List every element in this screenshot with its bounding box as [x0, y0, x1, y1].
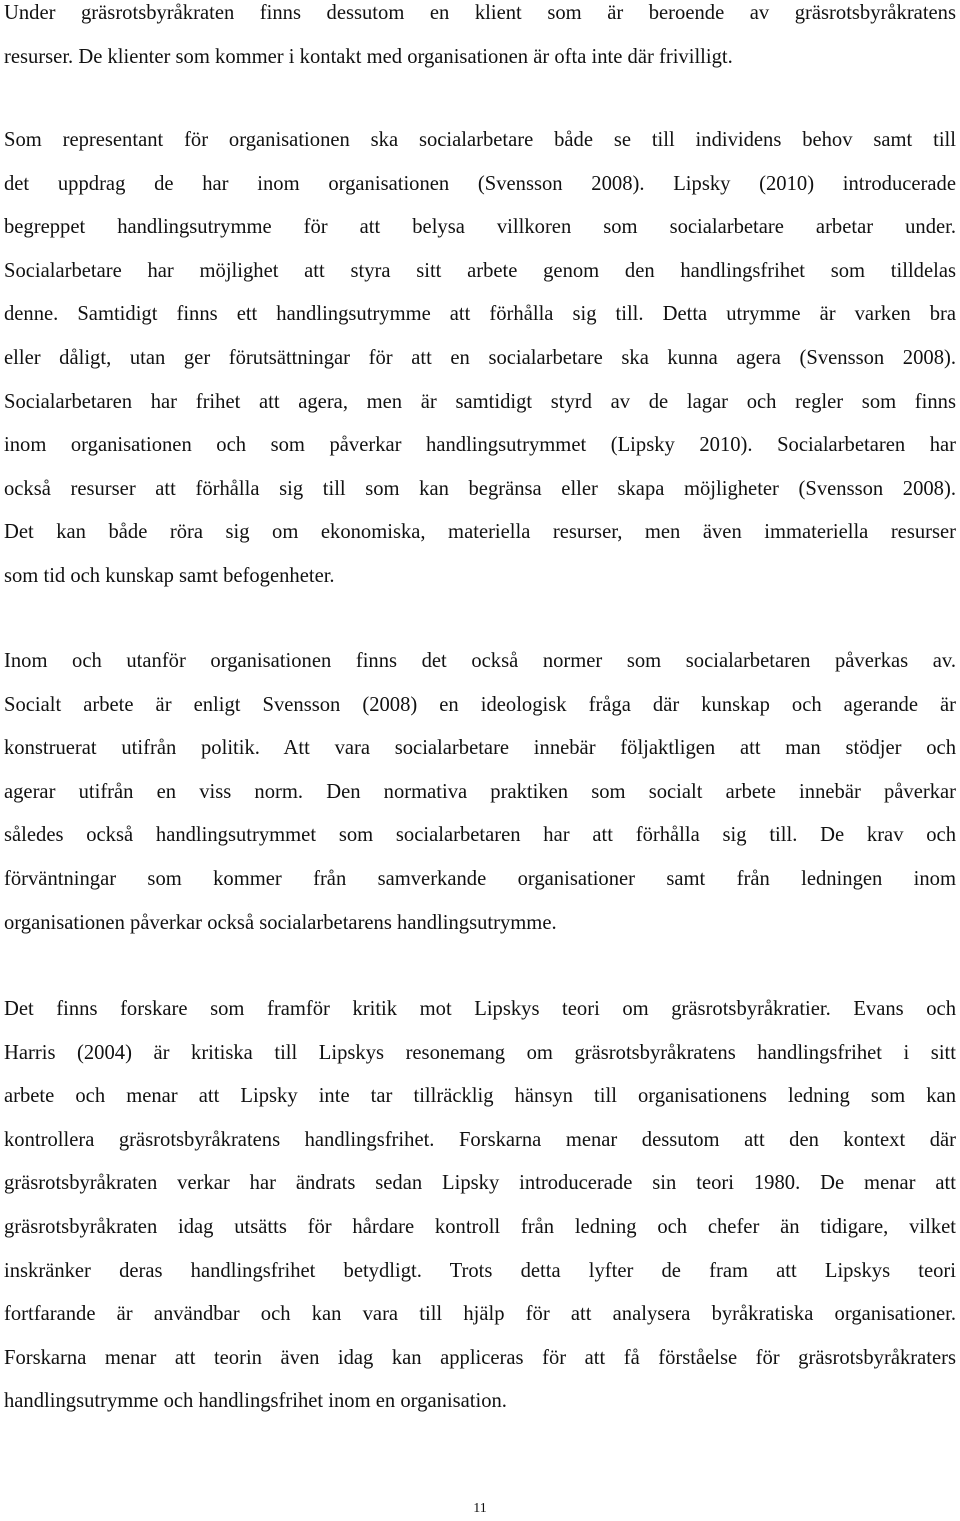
text-line: gräsrotsbyråkraten idag utsätts för hårdare kontroll från ledning och chefer än tidigare, vilket	[4, 1215, 956, 1238]
paragraph-2	[4, 119, 956, 599]
text-line: Det kan både röra sig om ekonomiska, materiella resurser, men även immateriella resurser	[4, 521, 956, 544]
text-line: gräsrotsbyråkraten verkar har ändrats sedan Lipsky introducerade sin teori 1980. De menar att	[4, 1172, 956, 1195]
text-line: Forskarna menar att teorin även idag kan appliceras för att få förståelse för gräsrotsbyråkraters	[4, 1346, 956, 1369]
text-line: också resurser att förhålla sig till som kan begränsa eller skapa möjligheter (Svensson 2008).	[4, 477, 956, 500]
text-line: handlingsutrymme och handlingsfrihet inom en organisation.	[4, 1390, 507, 1413]
text-line: resurser. De klienter som kommer i kontakt med organisationen är ofta inte där frivilligt.	[4, 45, 733, 68]
text-line: som tid och kunskap samt befogenheter.	[4, 564, 335, 587]
text-line: fortfarande är användbar och kan vara till hjälp för att analysera byråkratiska organisationer.	[4, 1303, 956, 1326]
text-line: inskränker deras handlingsfrihet betydligt. Trots detta lyfter de fram att Lipskys teori	[4, 1259, 956, 1282]
text-line: konstruerat utifrån politik. Att vara socialarbetare innebär följaktligen att man stödjer och	[4, 737, 956, 760]
text-line: inom organisationen och som påverkar handlingsutrymmet (Lipsky 2010). Socialarbetaren har	[4, 434, 956, 457]
paragraph-4	[4, 988, 956, 1424]
text-line: således också handlingsutrymmet som socialarbetaren har att förhålla sig till. De krav och	[4, 824, 956, 847]
paragraph-1	[4, 0, 956, 79]
text-line: Socialt arbete är enligt Svensson (2008) en ideologisk fråga där kunskap och agerande är	[4, 693, 956, 716]
page-number: 11	[473, 1501, 487, 1516]
text-line: agerar utifrån en viss norm. Den normativa praktiken som socialt arbete innebär påverkar	[4, 780, 956, 803]
text-line: eller dåligt, utan ger förutsättningar för att en socialarbetare ska kunna agera (Svensson 2008).	[4, 346, 956, 369]
text-line: Under gräsrotsbyråkraten finns dessutom en klient som är beroende av gräsrotsbyråkratens	[4, 2, 956, 24]
text-line: organisationen påverkar också socialarbetarens handlingsutrymme.	[4, 911, 557, 934]
text-line: kontrollera gräsrotsbyråkratens handlingsfrihet. Forskarna menar dessutom att den kontext där	[4, 1128, 956, 1151]
text-line: denne. Samtidigt finns ett handlingsutrymme att förhålla sig till. Detta utrymme är varken bra	[4, 303, 956, 326]
text-line: förväntningar som kommer från samverkande organisationer samt från ledningen inom	[4, 867, 956, 890]
text-line: Det finns forskare som framför kritik mot Lipskys teori om gräsrotsbyråkratier. Evans och	[4, 998, 956, 1020]
text-line: Inom och utanför organisationen finns det också normer som socialarbetaren påverkas av.	[4, 650, 956, 672]
paragraph-3	[4, 640, 956, 945]
text-line: Socialarbetaren har frihet att agera, men är samtidigt styrd av de lagar och regler som finns	[4, 390, 956, 413]
text-line: Socialarbetare har möjlighet att styra sitt arbete genom den handlingsfrihet som tilldelas	[4, 259, 956, 282]
text-line: Harris (2004) är kritiska till Lipskys resonemang om gräsrotsbyråkratens handlingsfrihet i sitt	[4, 1041, 956, 1064]
text-line: det uppdrag de har inom organisationen (Svensson 2008). Lipsky (2010) introducerade	[4, 172, 956, 195]
text-line: Som representant för organisationen ska socialarbetare både se till individens behov samt till	[4, 129, 956, 151]
text-line: arbete och menar att Lipsky inte tar tillräcklig hänsyn till organisationens ledning som kan	[4, 1085, 956, 1108]
text-line: begreppet handlingsutrymme för att belysa villkoren som socialarbetare arbetar under.	[4, 216, 956, 239]
